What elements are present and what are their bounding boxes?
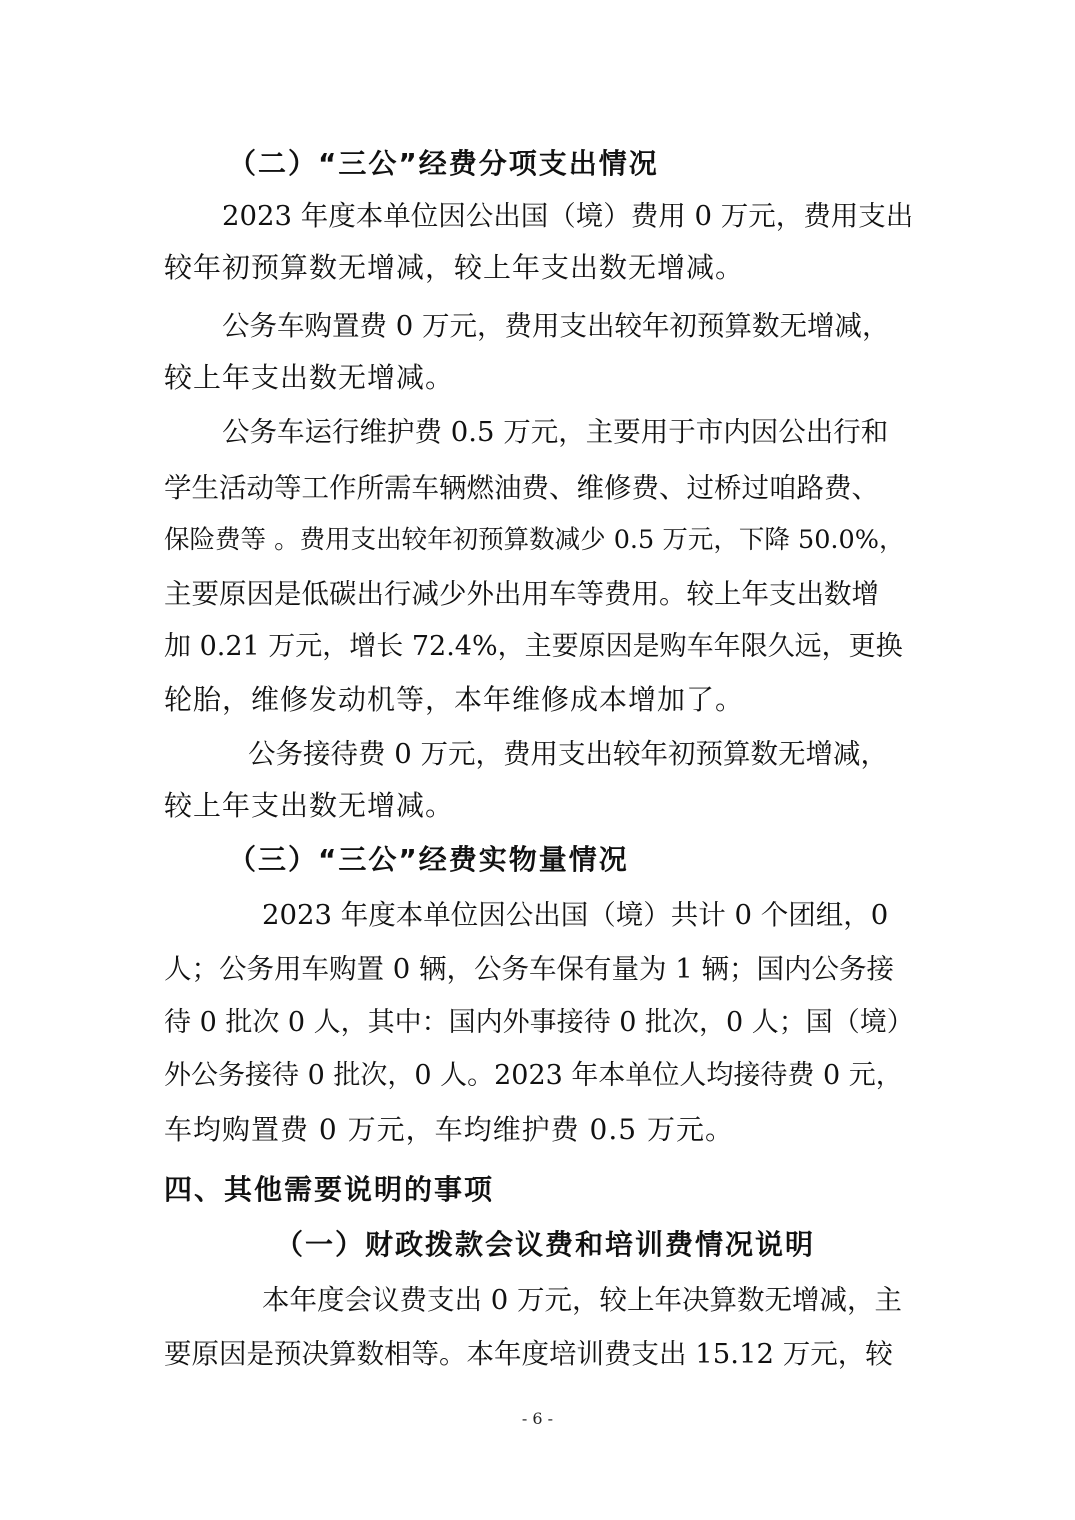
paragraph-physical-line-1: 2023 年度本单位因公出国（境）共计 0 个团组，0	[262, 899, 889, 931]
paragraph-physical-line-2: 人；公务用车购置 0 辆，公务车保有量为 1 辆；国内公务接	[164, 953, 894, 985]
paragraph-vehicle-operation-line-2: 学生活动等工作所需车辆燃油费、维修费、过桥过咱路费、	[164, 472, 879, 504]
paragraph-reception-line-1: 公务接待费 0 万元，费用支出较年初预算数无增减，	[248, 738, 888, 770]
paragraph-physical-line-4: 外公务接待 0 批次，0 人。2023 年本单位人均接待费 0 元，	[164, 1060, 903, 1091]
section-heading-physical-quantity: （三）“三公”经费实物量情况	[228, 843, 629, 876]
paragraph-vehicle-operation-line-6: 轮胎，维修发动机等，本年维修成本增加了。	[164, 683, 745, 716]
paragraph-reception-line-2: 较上年支出数无增减。	[164, 789, 455, 822]
paragraph-meeting-line-2: 要原因是预决算数相等。本年度培训费支出 15.12 万元，较	[164, 1338, 893, 1370]
paragraph-vehicle-operation-line-5: 加 0.21 万元，增长 72.4%，主要原因是购车年限久远，更换	[164, 631, 903, 662]
paragraph-abroad-line-2: 较年初预算数无增减，较上年支出数无增减。	[164, 251, 745, 284]
paragraph-abroad-line-1: 2023 年度本单位因公出国（境）费用 0 万元，费用支出	[222, 200, 914, 232]
paragraph-vehicle-operation-line-1: 公务车运行维护费 0.5 万元，主要用于市内因公出行和	[222, 416, 889, 448]
paragraph-vehicle-operation-line-3: 保险费等 。费用支出较年初预算数减少 0.5 万元，下降 50.0%，	[164, 525, 905, 555]
section-heading-three-public-items: （二）“三公”经费分项支出情况	[228, 147, 659, 180]
paragraph-vehicle-purchase-line-2: 较上年支出数无增减。	[164, 361, 455, 394]
paragraph-meeting-line-1: 本年度会议费支出 0 万元，较上年决算数无增减，主	[262, 1284, 902, 1316]
paragraph-vehicle-purchase-line-1: 公务车购置费 0 万元，费用支出较年初预算数无增减，	[222, 310, 890, 342]
page-number: - 6 -	[521, 1409, 554, 1428]
paragraph-vehicle-operation-line-4: 主要原因是低碳出行减少外出用车等费用。较上年支出数增	[164, 578, 879, 610]
paragraph-physical-line-5: 车均购置费 0 万元，车均维护费 0.5 万元。	[164, 1113, 734, 1146]
section-heading-other-matters: 四、其他需要说明的事项	[164, 1173, 495, 1206]
subsection-heading-meeting-training: （一）财政拨款会议费和培训费情况说明	[275, 1228, 816, 1261]
paragraph-physical-line-3: 待 0 批次 0 人，其中：国内外事接待 0 批次，0 人；国（境）	[164, 1007, 914, 1038]
